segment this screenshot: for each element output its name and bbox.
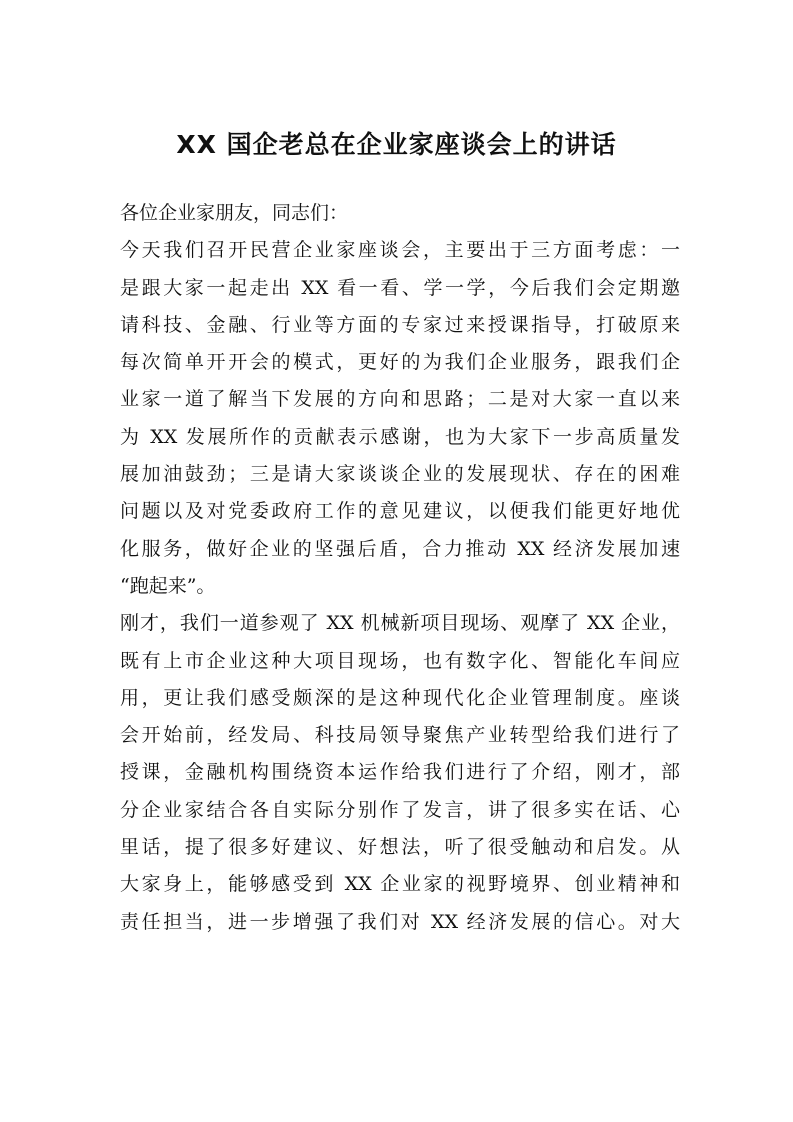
paragraph-line: 是跟大家一起走出 XX 看一看、学一学，今后我们会定期邀	[120, 276, 680, 299]
paragraph-line: 大家身上，能够感受到 XX 企业家的视野境界、创业精神和	[120, 873, 680, 896]
paragraph-line: 今天我们召开民营企业家座谈会，主要出于三方面考虑：一	[120, 239, 680, 262]
paragraph-line: 问题以及对党委政府工作的意见建议，以便我们能更好地优	[120, 500, 680, 523]
document-title: XX 国企老总在企业家座谈会上的讲话	[176, 130, 617, 159]
salutation: 各位企业家朋友，同志们：	[120, 202, 349, 224]
paragraph-line: 责任担当，进一步增强了我们对 XX 经济发展的信心。对大	[120, 910, 680, 933]
paragraph-line: 里话，提了很多好建议、好想法，听了很受触动和启发。从	[120, 836, 680, 859]
paragraph-line: 分企业家结合各自实际分别作了发言，讲了很多实在话、心	[120, 798, 680, 821]
paragraph-line: 授课，金融机构围绕资本运作给我们进行了介绍，刚才，部	[120, 761, 680, 784]
paragraph-line: “跑起来”。	[120, 574, 216, 597]
paragraph-line: 为 XX 发展所作的贡献表示感谢，也为大家下一步高质量发	[120, 425, 680, 448]
paragraph-2	[120, 605, 680, 941]
paragraph-line: 展加油鼓劲；三是请大家谈谈企业的发展现状、存在的困难	[120, 463, 680, 486]
paragraph-line: 化服务，做好企业的坚强后盾，合力推动 XX 经济发展加速	[120, 537, 680, 560]
document-body	[120, 195, 680, 941]
paragraph-1	[120, 232, 680, 605]
paragraph-line: 刚才，我们一道参观了 XX 机械新项目现场、观摩了 XX 企业，	[120, 612, 680, 635]
paragraph-line: 请科技、金融、行业等方面的专家过来授课指导，打破原来	[120, 313, 680, 336]
paragraph-line: 用，更让我们感受颇深的是这种现代化企业管理制度。座谈	[120, 686, 680, 709]
paragraph-line: 每次简单开开会的模式，更好的为我们企业服务，跟我们企	[120, 351, 680, 374]
paragraph-line: 业家一道了解当下发展的方向和思路；二是对大家一直以来	[120, 388, 680, 411]
paragraph-line: 会开始前，经发局、科技局领导聚焦产业转型给我们进行了	[120, 724, 680, 747]
paragraph-line: 既有上市企业这种大项目现场，也有数字化、智能化车间应	[120, 649, 680, 672]
